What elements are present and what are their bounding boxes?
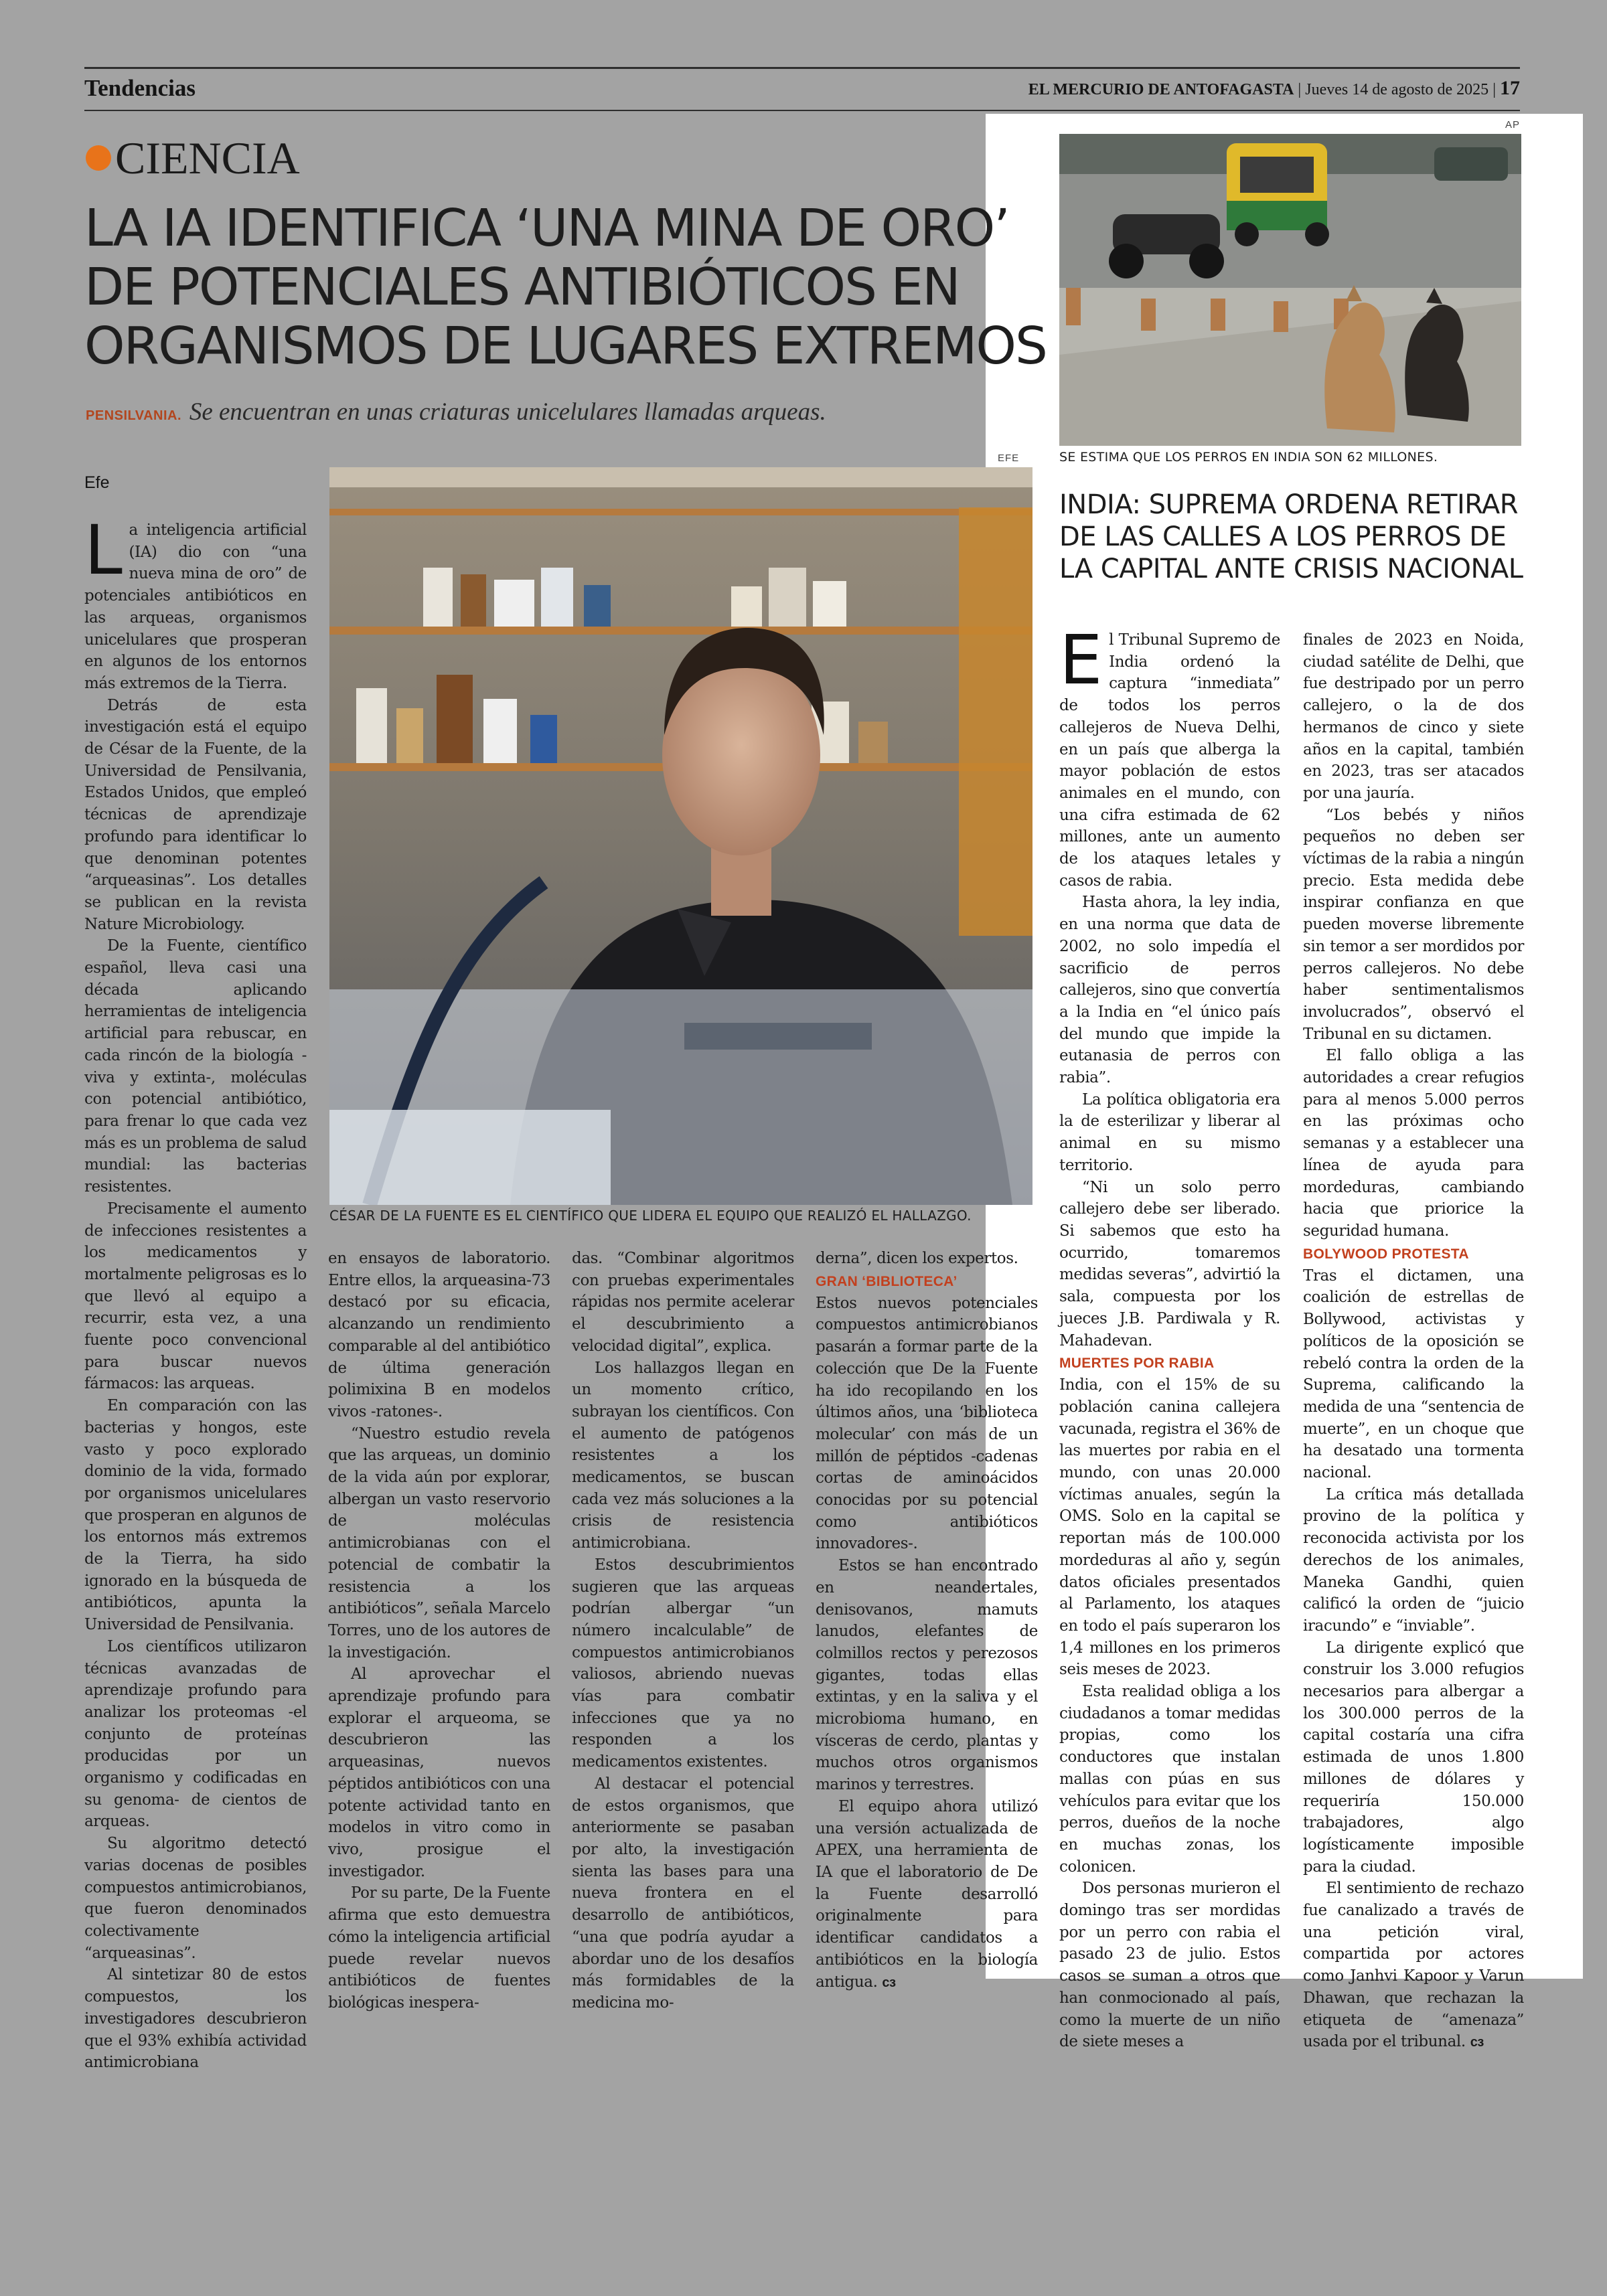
paragraph: Precisamente el aumento de infecciones resistentes a los medicamentos y mortalmente peligrosas es lo que llevó al equipo a recurrir, esta vez, a una fuente poco convencional para buscar nuevos fármacos: las arqueas. <box>84 1200 307 1393</box>
paragraph: Estos se han encontrado en neandertales, denisovanos, mamuts lanudos, elefantes de colmillos rectos y perezosos gigantes, todas ellas extintas, y en la saliva y el microbioma humano, en vísceras de cerdo, plantas y muchos otros organismos marinos y terrestres. <box>816 1557 1038 1794</box>
article-column-1 <box>84 511 307 2074</box>
secondary-column-1 <box>1059 621 1280 2053</box>
paragraph: Tras el dictamen, una coalición de estrellas de Bollywood, activistas y políticos de la oposición se rebeló contra la orden de la Suprema, calificando la medida de una “sentencia de muerte”, en un choque que ha desatado una tormenta nacional. <box>1303 1266 1524 1482</box>
paragraph: “Nuestro estudio revela que las arqueas, un dominio de la vida aún por explorar, albergan un vasto reservorio de moléculas antimicrobianas con el potencial de combatir la resistencia a los antibióticos”, señala Marcelo Torres, uno de los autores de la investigación. <box>328 1424 550 1661</box>
paragraph: l Tribunal Supremo de India ordenó la captura “inmediata” de todos los perros callejeros de Nueva Delhi, en un país que alberga la mayor población de estos animales en el mundo, con una cifra estimada de 62 millones, ante un aumento de los ataques letales y casos de rabia. <box>1059 631 1280 890</box>
scientist-photo <box>329 467 1032 1205</box>
end-mark: cɜ <box>882 1975 896 1990</box>
paragraph: La crítica más detallada provino de la política y reconocida activista por los derechos de los animales, Maneka Gandhi, quien calificó la orden de “juicio iracundo” e “inviable”. <box>1303 1485 1524 1635</box>
dogs-photo <box>1059 134 1521 446</box>
main-headline: LA IA IDENTIFICA ‘UNA MINA DE ORO’ DE POTENCIALES ANTIBIÓTICOS EN ORGANISMOS DE LUGARES EXTREMOS <box>84 199 1047 376</box>
paragraph: Hasta ahora, la ley india, en una norma que data de 2002, no solo impedía el sacrificio de perros callejeros, sino que convertía a la India en “el único país del mundo que impide la eutanasia de perros con rabia”. <box>1059 894 1280 1087</box>
topic-dot-icon <box>86 145 111 171</box>
article-column-2 <box>328 1248 550 2014</box>
paragraph: Estos descubrimientos sugieren que las arqueas podrían albergar “un número incalculable” de compuestos antimicrobianos valiosos, abriendo nuevas vías para combatir infecciones que ya no responden a los medicamentos existentes. <box>572 1556 794 1771</box>
photo-caption: CÉSAR DE LA FUENTE ES EL CIENTÍFICO QUE LIDERA EL EQUIPO QUE REALIZÓ EL HALLAZGO. <box>329 1208 972 1224</box>
subhead: BOLYWOOD PROTESTA <box>1303 1246 1469 1262</box>
page-number: 17 <box>1500 77 1520 99</box>
dek-line <box>86 395 1050 432</box>
paragraph: La dirigente explicó que construir los 3.000 refugios necesarios para albergar a los 300.000 perros de la capital costaría una cifra estimada de unos 1.800 millones de dólares y requeriría 150.000 trabajadores, algo logísticamente imposible para la ciudad. <box>1303 1639 1524 1876</box>
paragraph: Los científicos utilizaron técnicas avanzadas de aprendizaje profundo para analizar los proteomas -el conjunto de proteínas producidas por un organismo y codificadas en su genoma- de cientos de arqueas. <box>84 1637 307 1831</box>
paper-name: EL MERCURIO DE ANTOFAGASTA <box>1028 81 1294 98</box>
paragraph: La política obligatoria era la de esterilizar y liberar al animal en su mismo territorio. <box>1059 1090 1280 1174</box>
separator: | <box>1493 81 1500 98</box>
paragraph: Dos personas murieron el domingo tras ser mordidas por un perro con rabia el pasado 23 de julio. Estos casos se suman a otros que han conmocionado al país, como la muerte de un niño de siete meses a <box>1059 1880 1280 2051</box>
secondary-column-2 <box>1303 629 1524 2054</box>
article-column-4 <box>816 1248 1038 1993</box>
paragraph: finales de 2023 en Noida, ciudad satélite de Delhi, que fue destripado por un perro callejero, o la de dos hermanos de cinco y siete años en la capital, también en 2023, tras ser atacados por una jauría. <box>1303 631 1524 802</box>
section-label: Tendencias <box>84 75 196 101</box>
paragraph <box>1303 1878 1524 2054</box>
dateline: PENSILVANIA. <box>86 408 182 423</box>
paper-info <box>1028 67 1520 110</box>
paragraph: “Ni un solo perro callejero debe ser liberado. Si sabemos que esto ha ocurrido, tomaremos medidas severas”, advirtió la sala, compuesta por los jueces J.B. Pardiwala y R. Mahadevan. <box>1059 1178 1280 1349</box>
paper-date: Jueves 14 de agosto de 2025 <box>1305 81 1489 98</box>
paragraph: a inteligencia artificial (IA) dio con “una nueva mina de oro” de potenciales antibióticos en las arqueas, organismos unicelulares que prosperan en algunos de los entornos más extremos de la Tierra. <box>84 521 307 692</box>
paragraph: das. “Combinar algoritmos con pruebas experimentales rápidas nos permite acelerar el descubrimiento a velocidad digital”, explica. <box>572 1250 794 1355</box>
paragraph: Al aprovechar el aprendizaje profundo para explorar el arqueoma, se descubrieron las arqueasinas, nuevos péptidos antibióticos con una potente actividad tanto en modelos in vitro como in vivo, prosigue el investigador. <box>328 1665 550 1880</box>
dropcap: L <box>84 511 123 590</box>
paragraph: Al sintetizar 80 de estos compuestos, los investigadores descubrieron que el 93% exhibía actividad antimicrobiana <box>84 1966 307 2072</box>
paragraph: Detrás de esta investigación está el equipo de César de la Fuente, de la Universidad de Pensilvania, Estados Unidos, que empleó técnicas de aprendizaje profundo para identificar lo que denominan potentes “arqueasinas”. Los detalles se publican en la revista Nature Microbiology. <box>84 696 307 933</box>
photo-credit: AP <box>1505 119 1521 131</box>
paragraph-text: El equipo ahora utilizó una versión actualizada de APEX, una herramienta de IA que el laboratorio de De la Fuente desarrolló originalmente para identificar candidatos a antibióticos en la biología antigua. <box>816 1797 1038 1991</box>
paragraph: “Los bebés y niños pequeños no deben ser víctimas de la rabia a ningún precio. Esta medida debe inspirar confianza en que pueden moverse libremente sin temor a ser mordidos por perros callejeros. No debe haber sentimentalismos involucrados”, observó el Tribunal en su dictamen. <box>1303 806 1524 1043</box>
byline: Efe <box>84 473 110 492</box>
paragraph: Esta realidad obliga a los ciudadanos a tomar medidas propias, como los conductores que instalan mallas con púas en sus vehículos para evitar que los perros, dueños de la noche en muchas zonas, los colonicen. <box>1059 1683 1280 1876</box>
paragraph: El fallo obliga a las autoridades a crear refugios para al menos 5.000 perros en las próximas ocho semanas y a establecer una línea de ayuda para mordeduras, cambiando hacia que priorice la seguridad humana. <box>1303 1047 1524 1240</box>
paragraph: Estos nuevos potenciales compuestos antimicrobianos pasarán a formar parte de la colección que De la Fuente ha ido recopilando en los últimos años, una ‘biblioteca molecular’ con más de un millón de péptidos -cadenas cortas de aminoácidos conocidas por su potencial como antibióticos innovadores-. <box>816 1294 1038 1553</box>
photo-credit: EFE <box>998 453 1020 464</box>
paragraph: Por su parte, De la Fuente afirma que esto demuestra cómo la inteligencia artificial puede revelar nuevos antibióticos de fuentes biológicas inespera- <box>328 1884 550 2012</box>
dek: Se encuentran en unas criaturas unicelulares llamadas arqueas. <box>189 398 826 426</box>
paragraph: Al destacar el potencial de estos organismos, que anteriormente se pasaban por alto, la investigación sienta las bases para una nueva frontera en el desarrollo de antibióticos, “una que podría ayudar a abordar uno de los desafíos más formidables de la medicina mo- <box>572 1775 794 2012</box>
secondary-headline: INDIA: SUPREMA ORDENA RETIRAR DE LAS CALLES A LOS PERROS DE LA CAPITAL ANTE CRISIS NACIONAL <box>1059 489 1523 584</box>
end-mark: cɜ <box>1470 2035 1484 2050</box>
article-column-3 <box>572 1248 794 2014</box>
separator: | <box>1298 81 1306 98</box>
subhead: GRAN ‘BIBLIOTECA’ <box>816 1273 958 1289</box>
header-bottom-rule <box>84 110 1520 111</box>
subhead: MUERTES POR RABIA <box>1059 1356 1215 1372</box>
paragraph: India, con el 15% de su población canina callejera vacunada, registra el 36% de las muertes por rabia en el mundo, con unas 20.000 víctimas anuales, según la OMS. Solo en la capital se reportan más de 100.000 mordeduras al año y, según datos oficiales presentados al Parlamento, los ataques en todo el país superaron los 1,4 millones en los primeros seis meses de 2023. <box>1059 1376 1280 1679</box>
photo-caption: SE ESTIMA QUE LOS PERROS EN INDIA SON 62 MILLONES. <box>1059 450 1438 465</box>
paragraph: Los hallazgos llegan en un momento crítico, subrayan los científicos. Con el aumento de patógenos resistentes a los medicamentos, se buscan cada vez más soluciones a la crisis de resistencia antimicrobiana. <box>572 1359 794 1552</box>
paragraph: derna”, dicen los expertos. <box>816 1250 1018 1267</box>
paragraph-text: El sentimiento de rechazo fue canalizado a través de una petición viral, compartida por actores como Janhvi Kapoor y Varun Dhawan, que rechazan la etiqueta de “amenaza” usada por el tribunal. <box>1303 1880 1524 2051</box>
paragraph <box>816 1796 1038 1993</box>
paragraph: En comparación con las bacterias y hongos, este vasto y poco explorado dominio de la vida, formado por organismos unicelulares que prosperan en algunos de los entornos más extremos de la Tierra, ha sido ignorado en la búsqueda de antibióticos, apunta la Universidad de Pensilvania. <box>84 1397 307 1634</box>
topic-label: CIENCIA <box>115 133 300 183</box>
topic-tag <box>86 131 300 185</box>
paragraph: Su algoritmo detectó varias docenas de posibles compuestos antimicrobianos, que fueron denominados colectivamente “arqueasinas”. <box>84 1835 307 1962</box>
paragraph: De la Fuente, científico español, lleva casi una década aplicando herramientas de inteligencia artificial para rebuscar, en cada rincón de la biología -viva y extinta-, moléculas con potencial antibiótico, para frenar lo que cada vez más es un problema de salud mundial: las bacterias resistentes. <box>84 937 307 1196</box>
paragraph: en ensayos de laboratorio. Entre ellos, la arqueasina-73 destacó por su eficacia, alcanzando un rendimiento comparable al del antibiótico de última generación polimixina B en modelos vivos -ratones-. <box>328 1250 550 1420</box>
dropcap: E <box>1059 621 1103 700</box>
